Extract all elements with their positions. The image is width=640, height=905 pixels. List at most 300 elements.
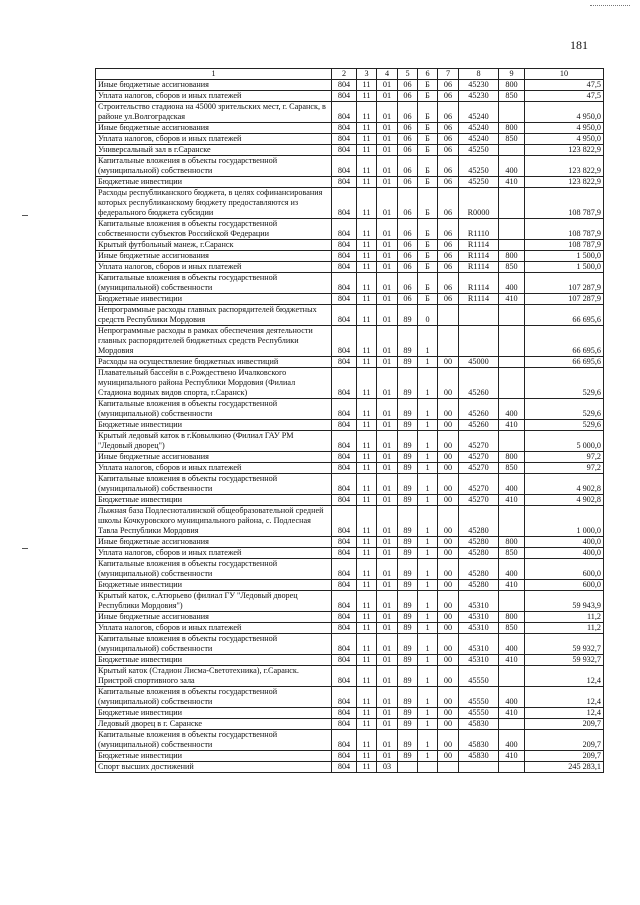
- direction-code-cell: 45270: [459, 474, 499, 495]
- program-code-cell: 06: [398, 294, 418, 305]
- amount-cell: 123 822,9: [525, 156, 604, 177]
- row-name-cell: Капитальные вложения в объекты государственной (муниципальной) собственности: [96, 399, 332, 420]
- activity-code-cell: 00: [438, 368, 459, 399]
- direction-code-cell: 45550: [459, 708, 499, 719]
- activity-code-cell: 00: [438, 687, 459, 708]
- direction-code-cell: [459, 762, 499, 773]
- section-cell: 11: [357, 495, 377, 506]
- amount-cell: 66 695,6: [525, 326, 604, 357]
- section-cell: 11: [357, 357, 377, 368]
- table-row: [96, 591, 604, 612]
- expense-type-cell: 410: [499, 420, 525, 431]
- section-cell: 11: [357, 145, 377, 156]
- amount-cell: 209,7: [525, 730, 604, 751]
- direction-code-cell: 45260: [459, 368, 499, 399]
- row-name-cell: Уплата налогов, сборов и иных платежей: [96, 262, 332, 273]
- table-header-row: [96, 69, 604, 80]
- expense-type-cell: 800: [499, 537, 525, 548]
- program-code-cell: 89: [398, 548, 418, 559]
- section-cell: 11: [357, 591, 377, 612]
- row-name-cell: Плавательный бассейн в с.Рождествено Ичалковского муниципального района Республики Мордовия (Филиал Стадиона водных видов спорта, г.Саранск): [96, 368, 332, 399]
- ministry-code-cell: 804: [332, 612, 357, 623]
- budget-table: [95, 68, 604, 773]
- direction-code-cell: 45310: [459, 634, 499, 655]
- direction-code-cell: 45310: [459, 591, 499, 612]
- amount-cell: 97,2: [525, 452, 604, 463]
- subprogram-code-cell: 1: [418, 708, 438, 719]
- row-name-cell: Расходы республиканского бюджета, в целях софинансирования которых республиканскому бюджету предоставляются из федерального бюджета субсидии: [96, 188, 332, 219]
- section-cell: 11: [357, 431, 377, 452]
- row-name-cell: Иные бюджетные ассигнования: [96, 537, 332, 548]
- table-row: [96, 251, 604, 262]
- table-row: [96, 623, 604, 634]
- subsection-cell: 01: [377, 80, 398, 91]
- table-row: [96, 357, 604, 368]
- subprogram-code-cell: 1: [418, 463, 438, 474]
- section-cell: 11: [357, 666, 377, 687]
- amount-cell: 209,7: [525, 751, 604, 762]
- direction-code-cell: 45280: [459, 580, 499, 591]
- ministry-code-cell: 804: [332, 655, 357, 666]
- subprogram-code-cell: 1: [418, 495, 438, 506]
- ministry-code-cell: 804: [332, 591, 357, 612]
- table-row: [96, 188, 604, 219]
- ministry-code-cell: 804: [332, 251, 357, 262]
- direction-code-cell: 45000: [459, 357, 499, 368]
- subsection-cell: 01: [377, 548, 398, 559]
- ministry-code-cell: 804: [332, 294, 357, 305]
- expense-type-cell: 400: [499, 559, 525, 580]
- activity-code-cell: 00: [438, 634, 459, 655]
- program-code-cell: 06: [398, 134, 418, 145]
- direction-code-cell: 45240: [459, 134, 499, 145]
- ministry-code-cell: 804: [332, 463, 357, 474]
- activity-code-cell: 06: [438, 123, 459, 134]
- subprogram-code-cell: 1: [418, 368, 438, 399]
- activity-code-cell: 06: [438, 80, 459, 91]
- activity-code-cell: 06: [438, 145, 459, 156]
- table-row: [96, 326, 604, 357]
- subsection-cell: 01: [377, 251, 398, 262]
- table-row: [96, 708, 604, 719]
- program-code-cell: 06: [398, 91, 418, 102]
- row-name-cell: Уплата налогов, сборов и иных платежей: [96, 623, 332, 634]
- expense-type-cell: 800: [499, 80, 525, 91]
- table-row: [96, 123, 604, 134]
- subprogram-code-cell: 1: [418, 357, 438, 368]
- direction-code-cell: R1114: [459, 262, 499, 273]
- subsection-cell: 01: [377, 495, 398, 506]
- direction-code-cell: 45240: [459, 102, 499, 123]
- subsection-cell: 01: [377, 708, 398, 719]
- program-code-cell: 89: [398, 326, 418, 357]
- section-cell: 11: [357, 240, 377, 251]
- amount-cell: 59 943,9: [525, 591, 604, 612]
- column-header: 7: [438, 69, 459, 80]
- page-number: 181: [570, 38, 588, 52]
- amount-cell: 123 822,9: [525, 145, 604, 156]
- activity-code-cell: 00: [438, 399, 459, 420]
- row-name-cell: Бюджетные инвестиции: [96, 655, 332, 666]
- table-row: [96, 80, 604, 91]
- table-row: [96, 273, 604, 294]
- expense-type-cell: 400: [499, 634, 525, 655]
- expense-type-cell: [499, 102, 525, 123]
- section-cell: 11: [357, 273, 377, 294]
- subsection-cell: 01: [377, 420, 398, 431]
- expense-type-cell: 410: [499, 177, 525, 188]
- expense-type-cell: 400: [499, 273, 525, 294]
- program-code-cell: 89: [398, 399, 418, 420]
- table-row: [96, 305, 604, 326]
- section-cell: 11: [357, 399, 377, 420]
- row-name-cell: Капитальные вложения в объекты государственной (муниципальной) собственности: [96, 156, 332, 177]
- section-cell: 11: [357, 548, 377, 559]
- table-row: [96, 145, 604, 156]
- ministry-code-cell: 804: [332, 326, 357, 357]
- table-row: [96, 399, 604, 420]
- subprogram-code-cell: 1: [418, 452, 438, 463]
- expense-type-cell: 410: [499, 294, 525, 305]
- program-code-cell: 06: [398, 156, 418, 177]
- row-name-cell: Лыжная база Подлесноталинской общеобразовательной средней школы Кочкуровского муниципального района, с. Подлесная Тавла Республики Мордовия: [96, 506, 332, 537]
- section-cell: 11: [357, 506, 377, 537]
- subsection-cell: 01: [377, 326, 398, 357]
- subsection-cell: 01: [377, 730, 398, 751]
- section-cell: 11: [357, 474, 377, 495]
- activity-code-cell: 00: [438, 495, 459, 506]
- row-name-cell: Капитальные вложения в объекты государственной (муниципальной) собственности: [96, 634, 332, 655]
- ministry-code-cell: 804: [332, 188, 357, 219]
- subsection-cell: 01: [377, 634, 398, 655]
- ministry-code-cell: 804: [332, 102, 357, 123]
- section-cell: 11: [357, 294, 377, 305]
- activity-code-cell: [438, 762, 459, 773]
- activity-code-cell: 00: [438, 506, 459, 537]
- row-name-cell: Спорт высших достижений: [96, 762, 332, 773]
- subsection-cell: 01: [377, 612, 398, 623]
- expense-type-cell: 800: [499, 612, 525, 623]
- section-cell: 11: [357, 463, 377, 474]
- activity-code-cell: [438, 305, 459, 326]
- amount-cell: 245 283,1: [525, 762, 604, 773]
- section-cell: 11: [357, 420, 377, 431]
- section-cell: 11: [357, 368, 377, 399]
- amount-cell: 1 500,0: [525, 251, 604, 262]
- subprogram-code-cell: 1: [418, 326, 438, 357]
- program-code-cell: 06: [398, 251, 418, 262]
- direction-code-cell: R0000: [459, 188, 499, 219]
- direction-code-cell: 45310: [459, 655, 499, 666]
- expense-type-cell: [499, 368, 525, 399]
- subsection-cell: 01: [377, 240, 398, 251]
- column-header: 8: [459, 69, 499, 80]
- scan-edge-mark: [590, 5, 630, 6]
- section-cell: 11: [357, 655, 377, 666]
- row-name-cell: Уплата налогов, сборов и иных платежей: [96, 91, 332, 102]
- section-cell: 11: [357, 262, 377, 273]
- subprogram-code-cell: 1: [418, 559, 438, 580]
- section-cell: 11: [357, 612, 377, 623]
- section-cell: 11: [357, 305, 377, 326]
- program-code-cell: 89: [398, 420, 418, 431]
- row-name-cell: Капитальные вложения в объекты государственной собственности субъектов Российской Федерации: [96, 219, 332, 240]
- ministry-code-cell: 804: [332, 91, 357, 102]
- table-row: [96, 474, 604, 495]
- table-row: [96, 537, 604, 548]
- direction-code-cell: 45280: [459, 506, 499, 537]
- ministry-code-cell: 804: [332, 305, 357, 326]
- direction-code-cell: 45550: [459, 666, 499, 687]
- expense-type-cell: 410: [499, 580, 525, 591]
- row-name-cell: Универсальный зал в г.Саранске: [96, 145, 332, 156]
- expense-type-cell: [499, 762, 525, 773]
- amount-cell: 59 932,7: [525, 655, 604, 666]
- subprogram-code-cell: 1: [418, 687, 438, 708]
- amount-cell: 12,4: [525, 687, 604, 708]
- activity-code-cell: 00: [438, 548, 459, 559]
- row-name-cell: Бюджетные инвестиции: [96, 420, 332, 431]
- subsection-cell: 01: [377, 145, 398, 156]
- activity-code-cell: [438, 326, 459, 357]
- direction-code-cell: 45830: [459, 751, 499, 762]
- table-row: [96, 762, 604, 773]
- program-code-cell: 89: [398, 623, 418, 634]
- activity-code-cell: 00: [438, 751, 459, 762]
- direction-code-cell: 45280: [459, 548, 499, 559]
- amount-cell: 11,2: [525, 623, 604, 634]
- subsection-cell: 01: [377, 719, 398, 730]
- activity-code-cell: 00: [438, 580, 459, 591]
- row-name-cell: Бюджетные инвестиции: [96, 751, 332, 762]
- subprogram-code-cell: 1: [418, 591, 438, 612]
- ministry-code-cell: 804: [332, 431, 357, 452]
- section-cell: 11: [357, 623, 377, 634]
- section-cell: 11: [357, 156, 377, 177]
- activity-code-cell: 00: [438, 655, 459, 666]
- activity-code-cell: 06: [438, 156, 459, 177]
- activity-code-cell: 06: [438, 251, 459, 262]
- subsection-cell: 03: [377, 762, 398, 773]
- subprogram-code-cell: 1: [418, 751, 438, 762]
- subprogram-code-cell: Б: [418, 273, 438, 294]
- ministry-code-cell: 804: [332, 580, 357, 591]
- ministry-code-cell: 804: [332, 219, 357, 240]
- table-row: [96, 463, 604, 474]
- ministry-code-cell: 804: [332, 262, 357, 273]
- expense-type-cell: 400: [499, 730, 525, 751]
- row-name-cell: Иные бюджетные ассигнования: [96, 251, 332, 262]
- subprogram-code-cell: Б: [418, 145, 438, 156]
- table-row: [96, 730, 604, 751]
- punch-mark: [22, 215, 28, 216]
- section-cell: 11: [357, 708, 377, 719]
- expense-type-cell: [499, 506, 525, 537]
- program-code-cell: 06: [398, 177, 418, 188]
- direction-code-cell: 45280: [459, 559, 499, 580]
- table-row: [96, 612, 604, 623]
- activity-code-cell: 00: [438, 357, 459, 368]
- section-cell: 11: [357, 251, 377, 262]
- row-name-cell: Бюджетные инвестиции: [96, 495, 332, 506]
- table-row: [96, 134, 604, 145]
- ministry-code-cell: 804: [332, 156, 357, 177]
- table-row: [96, 156, 604, 177]
- amount-cell: 5 000,0: [525, 431, 604, 452]
- section-cell: 11: [357, 188, 377, 219]
- row-name-cell: Уплата налогов, сборов и иных платежей: [96, 548, 332, 559]
- program-code-cell: 89: [398, 305, 418, 326]
- table-row: [96, 431, 604, 452]
- subsection-cell: 01: [377, 123, 398, 134]
- table-row: [96, 751, 604, 762]
- section-cell: 11: [357, 730, 377, 751]
- program-code-cell: 06: [398, 188, 418, 219]
- subprogram-code-cell: 1: [418, 730, 438, 751]
- subsection-cell: 01: [377, 623, 398, 634]
- row-name-cell: Ледовый дворец в г. Саранске: [96, 719, 332, 730]
- program-code-cell: 89: [398, 655, 418, 666]
- program-code-cell: 06: [398, 273, 418, 294]
- direction-code-cell: R1114: [459, 240, 499, 251]
- amount-cell: 12,4: [525, 708, 604, 719]
- table-body: [96, 80, 604, 773]
- subsection-cell: 01: [377, 452, 398, 463]
- table-row: [96, 91, 604, 102]
- expense-type-cell: 410: [499, 751, 525, 762]
- expense-type-cell: 850: [499, 134, 525, 145]
- row-name-cell: Капитальные вложения в объекты государственной (муниципальной) собственности: [96, 559, 332, 580]
- ministry-code-cell: 804: [332, 730, 357, 751]
- subprogram-code-cell: Б: [418, 294, 438, 305]
- subprogram-code-cell: 1: [418, 612, 438, 623]
- activity-code-cell: 00: [438, 623, 459, 634]
- row-name-cell: Бюджетные инвестиции: [96, 177, 332, 188]
- amount-cell: 108 787,9: [525, 240, 604, 251]
- program-code-cell: 89: [398, 506, 418, 537]
- program-code-cell: 89: [398, 495, 418, 506]
- subsection-cell: 01: [377, 91, 398, 102]
- ministry-code-cell: 804: [332, 537, 357, 548]
- amount-cell: 4 950,0: [525, 123, 604, 134]
- amount-cell: 107 287,9: [525, 294, 604, 305]
- subsection-cell: 01: [377, 273, 398, 294]
- subsection-cell: 01: [377, 368, 398, 399]
- column-header: 9: [499, 69, 525, 80]
- subprogram-code-cell: Б: [418, 156, 438, 177]
- section-cell: 11: [357, 177, 377, 188]
- table-row: [96, 219, 604, 240]
- activity-code-cell: 06: [438, 273, 459, 294]
- row-name-cell: Бюджетные инвестиции: [96, 294, 332, 305]
- amount-cell: 4 902,8: [525, 495, 604, 506]
- expense-type-cell: 410: [499, 495, 525, 506]
- subsection-cell: 01: [377, 537, 398, 548]
- activity-code-cell: 06: [438, 240, 459, 251]
- section-cell: 11: [357, 91, 377, 102]
- subsection-cell: 01: [377, 305, 398, 326]
- program-code-cell: 06: [398, 80, 418, 91]
- expense-type-cell: 410: [499, 708, 525, 719]
- program-code-cell: [398, 762, 418, 773]
- expense-type-cell: 850: [499, 262, 525, 273]
- amount-cell: 59 932,7: [525, 634, 604, 655]
- row-name-cell: Непрограммные расходы главных распорядителей бюджетных средств Республики Мордовия: [96, 305, 332, 326]
- ministry-code-cell: 804: [332, 368, 357, 399]
- direction-code-cell: 45310: [459, 612, 499, 623]
- activity-code-cell: 06: [438, 134, 459, 145]
- direction-code-cell: [459, 305, 499, 326]
- expense-type-cell: [499, 591, 525, 612]
- subprogram-code-cell: [418, 762, 438, 773]
- ministry-code-cell: 804: [332, 123, 357, 134]
- amount-cell: 4 902,8: [525, 474, 604, 495]
- subprogram-code-cell: Б: [418, 251, 438, 262]
- table-row: [96, 420, 604, 431]
- program-code-cell: 89: [398, 357, 418, 368]
- subsection-cell: 01: [377, 102, 398, 123]
- subsection-cell: 01: [377, 655, 398, 666]
- row-name-cell: Строительство стадиона на 45000 зрительских мест, г. Саранск, в районе ул.Волгоградская: [96, 102, 332, 123]
- expense-type-cell: [499, 219, 525, 240]
- subprogram-code-cell: 1: [418, 580, 438, 591]
- direction-code-cell: 45230: [459, 91, 499, 102]
- direction-code-cell: R1110: [459, 219, 499, 240]
- subsection-cell: 01: [377, 134, 398, 145]
- row-name-cell: Крытый футбольный манеж, г.Саранск: [96, 240, 332, 251]
- subsection-cell: 01: [377, 463, 398, 474]
- program-code-cell: 89: [398, 719, 418, 730]
- table-row: [96, 687, 604, 708]
- program-code-cell: 06: [398, 123, 418, 134]
- table-row: [96, 655, 604, 666]
- activity-code-cell: 06: [438, 177, 459, 188]
- amount-cell: 11,2: [525, 612, 604, 623]
- amount-cell: 1 000,0: [525, 506, 604, 537]
- section-cell: 11: [357, 134, 377, 145]
- subprogram-code-cell: Б: [418, 123, 438, 134]
- amount-cell: 529,6: [525, 420, 604, 431]
- expense-type-cell: [499, 357, 525, 368]
- program-code-cell: 89: [398, 634, 418, 655]
- ministry-code-cell: 804: [332, 80, 357, 91]
- expense-type-cell: 850: [499, 91, 525, 102]
- table-row: [96, 495, 604, 506]
- amount-cell: 47,5: [525, 80, 604, 91]
- column-header: 3: [357, 69, 377, 80]
- ministry-code-cell: 804: [332, 452, 357, 463]
- expense-type-cell: [499, 145, 525, 156]
- amount-cell: 529,6: [525, 368, 604, 399]
- program-code-cell: 06: [398, 262, 418, 273]
- amount-cell: 108 787,9: [525, 219, 604, 240]
- amount-cell: 97,2: [525, 463, 604, 474]
- direction-code-cell: 45270: [459, 495, 499, 506]
- table-row: [96, 548, 604, 559]
- amount-cell: 400,0: [525, 537, 604, 548]
- section-cell: 11: [357, 123, 377, 134]
- table-row: [96, 177, 604, 188]
- subprogram-code-cell: 1: [418, 623, 438, 634]
- amount-cell: 66 695,6: [525, 357, 604, 368]
- ministry-code-cell: 804: [332, 666, 357, 687]
- ministry-code-cell: 804: [332, 751, 357, 762]
- row-name-cell: Уплата налогов, сборов и иных платежей: [96, 134, 332, 145]
- subsection-cell: 01: [377, 559, 398, 580]
- expense-type-cell: 850: [499, 623, 525, 634]
- subprogram-code-cell: 1: [418, 399, 438, 420]
- row-name-cell: Капитальные вложения в объекты государственной (муниципальной) собственности: [96, 730, 332, 751]
